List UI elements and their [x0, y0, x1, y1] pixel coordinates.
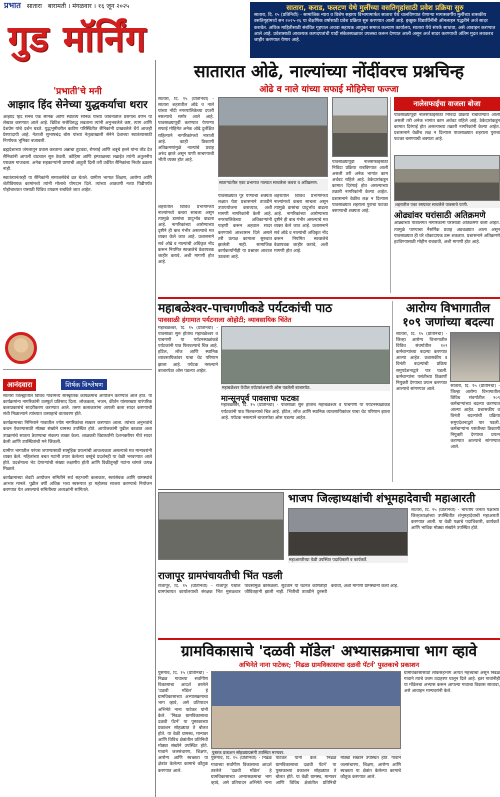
bottom-photo — [211, 671, 401, 749]
bhajap-story — [288, 492, 500, 570]
left-paragraph: स्वातंत्र्यानंतरही या सैनिकांनी समाजसेवेचे व्रत घेतले. ग्रामीण भागात शिक्षण, आरोग्य आणि शेतीविषयक कामांमध्ये त्यांनी मोलाचे योगदान दिले. त्यांच्या आठवणी नव्या पिढीपर्यंत पोहोचाव्यात यासाठी विविध उपक्रम राबविले जात आहेत. — [3, 175, 152, 194]
bottom-text: पुसेगाव, दि. १५ (प्रतिनिधी) - निढळ गावाच्या सर्वांगीण विकासाचा आदर्श ठरलेले 'दळवी मॉडेल' हे ग्रामविकासाच्या अभ्यासक्रमाचा भाग व्हावे, असे प्रतिपादन अभिनेते नाना पाटेकर यांनी केले. 'निढळ ग्रामविकासाचा दळवी पॅटर्न' या पुस्तकाच्या प्रकाशन सोहळ्यात ते बोलत होते. या वेळी ग्रामस्थ, मान्यवर आणि विविध क्षेत्रांतील प्रतिनिधी मोठ्या संख्येने उपस्थित होते. गावाने जलसंधारण, शिक्षण, आरोग्य आणि स्वच्छता या क्षेत्रांत केलेल्या कामाचे कौतुक करण्यात आले. — [211, 756, 401, 786]
flash-body: सातारा, दि. १५ (प्रतिनिधी) - सामाजिक न्याय व विशेष सहाय्य विभागामार्फत सातारा येथे चालविण्यात येणाऱ्या मागासवर्गीय मुलींच्या शासकीय वसतिगृहांमध्ये सन २०२५-२६ या शैक्षणिक वर्षासाठी प्रवेश प्रक्रिया सुरु करण्यात आली आहे. इच्छुक विद्यार्थिनींनी ऑनलाइन पद्धतीने अर्ज सादर करावेत. अधिक माहितीसाठी संबंधित गृहपाल अथवा सहायक आयुक्त समाज कल्याण कार्यालय, सातारा येथे संपर्क साधावा, असे आवाहन करण्यात आले आहे. प्रवेशासाठी आवश्यक कागदपत्रांची यादी संकेतस्थळावर उपलब्ध करून देण्यात आली असून अर्ज सादर करण्याची अंतिम मुदत लवकरच जाहीर करण्यात येणार आहे. — [254, 13, 496, 44]
bottom-body — [158, 671, 500, 797]
right-subcol-text: पावसाळ्यापूर्वी नालेसफाईसाठी निविदा प्रक्रिया राबविण्यात आली असली तरी अनेक भागांत काम अर्धवट राहिले आहे. ठेकेदारांकडून कामात दिरंगाई होत असल्याच्या तक्रारी नागरिकांनी केल्या आहेत. प्रशासनाने वेळीच लक्ष न दिल्यास पावसाळ्यात शहराला पुराचा फटका बसण्याची शक्यता आहे. — [332, 160, 388, 214]
paper-title: गुड मॉर्निंग — [8, 19, 147, 60]
anand-section — [3, 369, 152, 724]
flash-headline: सातारा, कराड, फलटण येथे मुलींच्या वसतिगृहांसाठी प्रवेश प्रक्रिया सुरु — [286, 4, 464, 12]
rajapur-text: राजापूर, दि. १५ (प्रतिनिधी) - राजापूर येथील ग्रामपंचायत कार्यालयाची संरक्षक भिंत मुसळधार पावसामुळे कोसळली. सुदैवाने या घटनेत कोणतीही जीवितहानी झाली नाही. भिंतीची तातडीने दुरुस्ती करावी, अशी मागणी ग्रामस्थांनी केली आहे. — [158, 584, 399, 596]
left-headline: आझाद हिंद सेनेच्या युद्धकर्याचा थरार — [7, 99, 148, 111]
anand-article — [3, 394, 152, 724]
flash-news — [250, 2, 500, 58]
bhajap-photo — [288, 508, 408, 556]
bhajap-headline: भाजप जिल्हाध्यक्षांची शंभूमहादेवाची महाआरती — [288, 492, 476, 505]
left-kicker: 'प्रभाती'चे मनी — [53, 87, 102, 97]
overflow-photo — [332, 97, 388, 157]
anand-paragraph: ग्रामीण भागातील परंपरा जपण्यासाठी सामूहिक प्रयत्नांची आवश्यकता असल्याचे मत मान्यवरांनी व्यक्त केले. महिलांच्या बचत गटांनी तयार केलेल्या वस्तूंचे प्रदर्शनही या वेळी भरवण्यात आले होते. प्रदर्शनाला भेट देणाऱ्यांची संख्या लक्षणीय होती आणि विक्रीतूनही गटांना चांगले उत्पन्न मिळाले. — [3, 448, 152, 473]
brand-logo: प्रभात — [4, 0, 21, 10]
edition: सातारा — [26, 2, 42, 10]
left-paragraph: आझाद हिंद सेनेचे एक सैनिक आणि स्वातंत्र्य सैनिक यांच्या जीवनातील प्रसंगांचे वर्णन या लेखात करण्यात आले आहे. ब्रिटिश सत्तेविरुद्ध लढताना त्यांनी अनुभवलेले कष्ट, त्याग आणि देशप्रेम यांचे दर्शन घडते. युद्धभूमीवरील कठीण परिस्थितीत सैनिकांनी दाखवलेले धैर्य आजही प्रेरणादायी आहे. नेताजी सुभाषचंद्र बोस यांच्या नेतृत्वाखाली सेनेने देशाच्या स्वातंत्र्यासाठी निर्णायक भूमिका बजावली. — [3, 115, 152, 145]
pre-monsoon-text: महाबळेश्वर, दि. १५ (प्रतिनिधी) - पावसाळा सुरु होताच महाबळेश्वर व पाचगणी या पर्यटनस्थळांकडे पर्यटकांनी पाठ फिरवल्याचे चित्र आहे. हॉटेल, लॉज आणि स्थानिक व्यावसायिकांवर याचा थेट परिणाम झाला आहे. पर्यटक नसल्याने बाजारपेठा ओस पडल्या आहेत. — [221, 403, 390, 421]
arogya-col-1: सातारा, दि. १५ (प्रतिनिधी) - जिल्हा आरोग्य विभागातील विविध संवर्गातील १०९ कर्मचाऱ्यांच्या बदल्या करण्यात आल्या आहेत. प्रशासकीय व विनंती बदल्यांची प्रक्रिया समुपदेशनाद्वारे पार पडली. कर्मचाऱ्यांना पसंतीच्या ठिकाणी नियुक्ती देण्याचा प्रयत्न करण्यात आल्याचे सांगण्यात आले. — [396, 332, 448, 392]
bhajap-media — [288, 508, 408, 570]
portrait-photo — [5, 332, 37, 364]
sidebox-caption: शहरातील एका रस्त्यावर साचलेले पावसाचे पाणी. — [394, 201, 500, 208]
dateline: बारामती । मंगळवार । १६ जून २०२५ — [47, 2, 130, 10]
mahabaleshwar-story — [158, 301, 390, 476]
arogya-text: सातारा, दि. १५ (प्रतिनिधी) - जिल्हा आरोग्य विभागातील विविध संवर्गातील १०९ कर्मचाऱ्यांच्या बदल्या करण्यात आल्या आहेत. प्रशासकीय व विनंती बदल्यांची प्रक्रिया समुपदेशनाद्वारे पार पडली. कर्मचाऱ्यांना पसंतीच्या ठिकाणी नियुक्ती देण्याचा प्रयत्न करण्यात आल्याचे सांगण्यात आले. — [450, 384, 500, 450]
mahabaleshwar-photo — [221, 326, 390, 384]
bhajap-caption: महाआरतीच्या वेळी उपस्थित पदाधिकारी व कार्यकर्ते. — [288, 556, 408, 563]
rajapur-story — [158, 570, 500, 634]
bottom-col-3: ग्रामविकासासाठी लोकसहभाग अत्यंत महत्त्वाचा असून निढळ गावाने त्याचे उत्तम उदाहरण घालून दिले आहे. इतर गावांनीही या मॉडेलचा अभ्यास करून आपल्या गावाचा विकास साधावा, असे आवाहन मान्यवरांनी केले. — [404, 671, 500, 695]
anand-paragraph: कार्यक्रमाच्या निमित्ताने गावातील ज्येष्ठ नागरिकांचा सत्कार करण्यात आला. त्यांच्या अनुभवांचे कथन ऐकण्यासाठी मोठ्या संख्येने ग्रामस्थ उपस्थित होते. आयोजकांनी पुढील काळात अशा उपक्रमांचे सातत्य ठेवण्याचा संकल्प व्यक्त केला. शाळकरी विद्यार्थ्यांनी देशभक्तीपर गीते सादर केली आणि उपस्थितांची मने जिंकली. — [3, 421, 152, 445]
rajapur-photo — [158, 492, 284, 560]
arogya-col-2 — [450, 332, 500, 482]
divider — [158, 638, 500, 640]
sidebox-photo — [394, 155, 500, 201]
bhajap-body — [288, 508, 500, 570]
mahabaleshwar-subhead: पावसाळी हंगामात पर्यटनाला ओहोटी; व्यावसायिक चिंतेत — [158, 316, 292, 324]
bottom-col-1: पुसेगाव, दि. १५ (प्रतिनिधी) - निढळ गावाच्या सर्वांगीण विकासाचा आदर्श ठरलेले 'दळवी मॉडेल' हे ग्रामविकासाच्या अभ्यासक्रमाचा भाग व्हावे, असे प्रतिपादन अभिनेते नाना पाटेकर यांनी केले. 'निढळ ग्रामविकासाचा दळवी पॅटर्न' या पुस्तकाच्या प्रकाशन सोहळ्यात ते बोलत होते. या वेळी ग्रामस्थ, मान्यवर आणि विविध क्षेत्रांतील प्रतिनिधी मोठ्या संख्येने उपस्थित होते. गावाने जलसंधारण, शिक्षण, आरोग्य आणि स्वच्छता या क्षेत्रांत केलेल्या कामाचे कौतुक करण्यात आले. — [158, 671, 208, 774]
arogya-photo — [450, 332, 500, 382]
arogya-story — [392, 301, 500, 482]
bottom-caption: पुस्तक प्रकाशन सोहळ्याप्रसंगी उपस्थित मान्यवर. — [211, 749, 401, 756]
lead-col-2: पावसाळ्यात पूर येण्याची शक्यता लक्षात घेता प्रशासनाने तातडीने उपाययोजना कराव्यात, अशी मागणी नागरिकांनी केली आहे. नगरपालिकेच्या अधिकाऱ्यांनी पाहणी करून अहवाल सादर करण्याचे आश्वासन दिले असले तरी प्रत्यक्ष कामाला सुरुवात झालेली नाही. सामाजिक कार्यकर्त्यांनीही या प्रश्नावर आवाज उठवला आहे. — [218, 194, 272, 260]
main-subhead: ओढे व नाले यांच्या सफाई मोहिमेचा फज्जा — [259, 85, 399, 95]
third-row — [158, 490, 500, 638]
pre-monsoon-headline: मान्सूनपूर्व पावसाचा फटका — [221, 393, 299, 404]
arogya-body — [396, 332, 500, 482]
left-paragraph: ब्रह्मदेशाच्या जंगलातून प्रवास करताना अन्नाचा तुटवडा, रोगराई आणि शत्रूचे हल्ले यांना तोंड देत सैनिकांनी आपली वाटचाल सुरु ठेवली. कोहिमा आणि इम्फाळच्या लढाईत त्यांनी अतुलनीय पराक्रम गाजवला. अनेक सहकाऱ्यांनी प्राणाची आहुती दिली तरी उर्वरित सैनिकांचा निर्धार ढळला नाही. — [3, 148, 152, 172]
rajapur-photo-block — [158, 492, 284, 560]
shirshak-label: शिर्षक विश्लेषण — [61, 379, 107, 390]
sidebox-heading: नालेसफाईचा वाजला बोजा — [394, 97, 500, 111]
bottom-media — [211, 671, 401, 797]
title-band — [0, 11, 250, 60]
left-column — [0, 60, 156, 797]
left-article — [3, 115, 152, 365]
lead-col-1: सातारा, दि. १५ (प्रतिनिधी) - सातारा शहरातील ओढे व नाले यांच्या नोंदी नगरपालिकेच्या दप्तरी नसल्याचे समोर आले आहे. पावसाळ्यापूर्वी करण्यात येणाऱ्या सफाई मोहिमेत अनेक ओढे दुर्लक्षित राहिल्याने नागरिकांमध्ये नाराजी आहे. काही ठिकाणी अतिक्रमणांमुळे नाल्यांचे प्रवाह अरुंद झाले असून पाणी साचण्याची भीती व्यक्त होत आहे. — [158, 97, 214, 163]
main-headline: सातारात ओढे, नाल्यांच्या नोंदींवरच प्रश्नचिन्ह — [194, 62, 464, 82]
bottom-story — [158, 642, 500, 797]
second-row — [158, 299, 500, 489]
lead-col-3: शहरातील विविध प्रभागांमध्ये नाल्यांमध्ये कचरा साचला असून त्यामुळे डासांचा प्रादुर्भाव वाढला आहे. नागरिकांच्या आरोग्याच्या दृष्टीने ही बाब गंभीर असल्याचे मत व्यक्त केले जात आहे. प्रशासनाने सर्व ओढे व नाल्यांची अधिकृत नोंद करून नियमित स्वच्छतेचे वेळापत्रक जाहीर करावे, अशी मागणी होत आहे. — [274, 194, 328, 254]
right-subcol — [332, 97, 388, 293]
sidebox — [390, 97, 500, 293]
arogya-headline: आरोग्य विभागातील १०९ जणांच्या बदल्या — [402, 301, 494, 329]
encroachment-text: ओढ्यांच्या पात्रालगत नागरिकांनी घरांसाठी अतिक्रमणे केली आहेत. त्यामुळे पाण्याचा नैसर्गिक प्रवाह अडथळ्यात आला असून पावसाळ्यात ही घरे धोकादायक ठरू शकतात. प्रशासनाने अतिक्रमणे हटविण्यासाठी मोहीम राबवावी, अशी मागणी होत आहे. — [394, 221, 500, 245]
bottom-subhead: अभिनेते नाना पाटेकर; 'निढळ ग्रामविकासाचा दळवी पॅटर्न' पुस्तकाचे प्रकाशन — [238, 661, 420, 669]
bhajap-text: सातारा, दि. १५ (प्रतिनिधी) - भारतीय जनता पक्षाच्या जिल्हाध्यक्षांच्या उपस्थितीत शंभूमहादेवाची महाआरती करण्यात आली. या वेळी पक्षाचे पदाधिकारी, कार्यकर्ते आणि भाविक मोठ्या संख्येने उपस्थित होते. — [411, 508, 499, 532]
encroachment-headline: ओढ्यांवर घरांसाठी अतिक्रमणे — [394, 211, 486, 222]
bottom-headline: ग्रामविकासाचे 'दळवी मॉडेल' अभ्यासक्रमाचा भाग व्हावे — [180, 642, 478, 660]
main-area — [158, 60, 500, 797]
mahabaleshwar-media — [221, 326, 390, 476]
masthead — [0, 0, 500, 58]
anand-label: आनंदवारा — [3, 379, 36, 391]
mahabaleshwar-body — [158, 326, 390, 476]
rajapur-headline: राजापूर ग्रामपंचायतीची भिंत पडली — [158, 571, 283, 582]
lead-col-1b: शहरातील विविध प्रभागांमध्ये नाल्यांमध्ये कचरा साचला असून त्यामुळे डासांचा प्रादुर्भाव वाढला आहे. नागरिकांच्या आरोग्याच्या दृष्टीने ही बाब गंभीर असल्याचे मत व्यक्त केले जात आहे. प्रशासनाने सर्व ओढे व नाल्यांची अधिकृत नोंद करून नियमित स्वच्छतेचे वेळापत्रक जाहीर करावे, अशी मागणी होत आहे. — [158, 205, 214, 265]
mahabaleshwar-headline: महाबळेश्वर-पाचगणीकडे पर्यटकांची पाठ — [158, 301, 333, 315]
lead-photo — [218, 97, 328, 177]
sidebox-text: पावसाळ्यापूर्वी नालेसफाईसाठी निविदा प्रक्रिया राबविण्यात आली असली तरी अनेक भागांत काम अर्धवट राहिले आहे. ठेकेदारांकडून कामात दिरंगाई होत असल्याच्या तक्रारी नागरिकांनी केल्या आहेत. प्रशासनाने वेळीच लक्ष न दिल्यास पावसाळ्यात शहराला पुराचा फटका बसण्याची शक्यता आहे. — [394, 113, 500, 143]
lead-story — [158, 97, 500, 293]
mahabaleshwar-col: महाबळेश्वर, दि. १५ (प्रतिनिधी) - पावसाळा सुरु होताच महाबळेश्वर व पाचगणी या पर्यटनस्थळांकडे पर्यटकांनी पाठ फिरवल्याचे चित्र आहे. हॉटेल, लॉज आणि स्थानिक व्यावसायिकांवर याचा थेट परिणाम झाला आहे. पर्यटक नसल्याने बाजारपेठा ओस पडल्या आहेत. — [158, 326, 218, 374]
mahabaleshwar-caption: महाबळेश्वर येथील पर्यटकांअभावी ओस पडलेली बाजारपेठ. — [221, 384, 390, 391]
anand-paragraph: सातारा जिल्ह्यातील विविध गावांमध्ये सांस्कृतिक कार्यक्रमांचे आयोजन करण्यात आले होते. या कार्यक्रमांना नागरिकांनी उत्स्फूर्त प्रतिसाद दिला. लोककला, भजन, कीर्तन यांसारख्या पारंपरिक कलाप्रकारांचे सादरीकरण करण्यात आले. तरुण कलाकारांना आपली कला सादर करण्याची संधी मिळाल्याने त्यांच्यात उत्साहाचे वातावरण होते. — [3, 394, 152, 418]
anand-paragraph: कार्यक्रमाच्या शेवटी आयोजन समितीने सर्व सहभागी कलाकार, स्वयंसेवक आणि ग्रामस्थांचे आभार मानले. पुढील वर्षी अधिक भव्य स्वरूपात हा महोत्सव साजरा करण्याचे नियोजन करण्यात येत असल्याचे समितीच्या अध्यक्षांनी सांगितले. — [3, 476, 152, 494]
lead-photo-caption: साताऱ्यातील एका प्रभागात नाल्यात साचलेला कचरा व अतिक्रमण. — [218, 179, 328, 191]
